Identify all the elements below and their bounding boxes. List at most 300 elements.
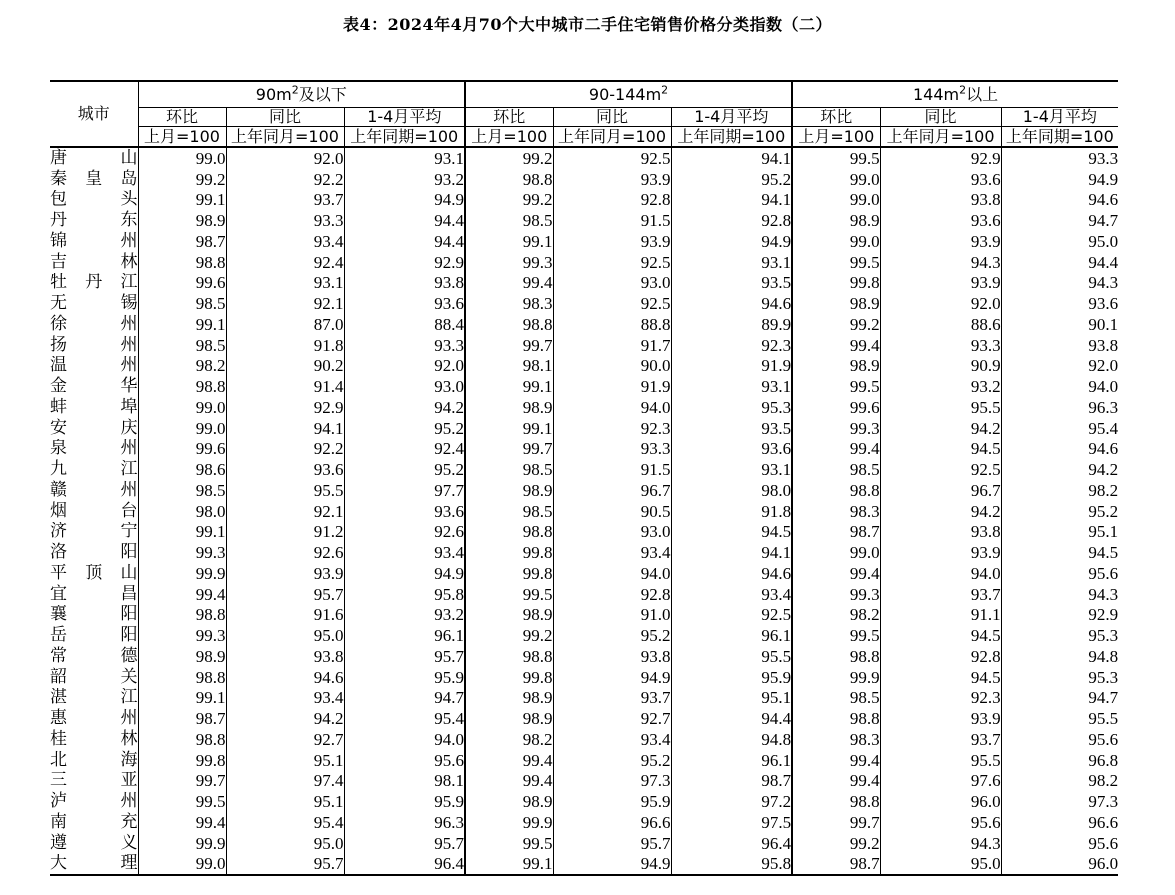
index-value: 94.6 (1001, 190, 1118, 211)
index-value: 94.9 (553, 854, 671, 876)
index-value: 99.9 (465, 812, 553, 833)
index-value: 98.8 (465, 314, 553, 335)
table-row (50, 293, 1118, 314)
index-value: 96.3 (1001, 397, 1118, 418)
subcol-mom: 环比 (465, 108, 553, 127)
index-value: 93.2 (880, 376, 1001, 397)
index-value: 92.9 (1001, 605, 1118, 626)
index-value: 97.3 (553, 771, 671, 792)
city-name: 岳阳 (50, 625, 138, 646)
index-value: 88.4 (344, 314, 465, 335)
index-value: 99.4 (792, 563, 880, 584)
table-row (50, 418, 1118, 439)
index-value: 99.0 (138, 147, 226, 169)
index-value: 95.6 (1001, 563, 1118, 584)
index-value: 99.1 (465, 854, 553, 876)
index-value: 98.9 (792, 210, 880, 231)
index-value: 98.7 (138, 708, 226, 729)
city-name: 大理 (50, 853, 138, 874)
index-value: 92.6 (344, 522, 465, 543)
index-value: 99.4 (792, 335, 880, 356)
index-value: 98.9 (792, 356, 880, 377)
index-value: 99.1 (465, 376, 553, 397)
index-value: 93.4 (553, 729, 671, 750)
index-value: 95.5 (226, 480, 344, 501)
table-row (50, 210, 1118, 231)
table-row (50, 376, 1118, 397)
index-value: 97.2 (671, 791, 792, 812)
index-value: 94.9 (671, 231, 792, 252)
index-value: 99.9 (792, 667, 880, 688)
index-value: 99.0 (792, 542, 880, 563)
index-value: 94.8 (1001, 646, 1118, 667)
table-row (50, 791, 1118, 812)
index-value: 99.9 (138, 833, 226, 854)
index-value: 99.9 (138, 563, 226, 584)
header-row-subcols (50, 108, 1118, 127)
index-value: 95.5 (671, 646, 792, 667)
index-value: 99.5 (465, 584, 553, 605)
city-name: 牡丹江 (50, 272, 138, 293)
city-name: 九江 (50, 459, 138, 480)
city-name: 赣州 (50, 480, 138, 500)
index-value: 92.6 (226, 542, 344, 563)
table-row (50, 252, 1118, 273)
index-value: 93.7 (553, 688, 671, 709)
index-value: 91.4 (226, 376, 344, 397)
index-value: 98.5 (465, 210, 553, 231)
index-value: 95.5 (880, 750, 1001, 771)
city-name: 吉林 (50, 251, 138, 272)
index-value: 93.9 (880, 273, 1001, 294)
index-value: 94.2 (344, 397, 465, 418)
index-value: 99.5 (792, 147, 880, 169)
index-value: 99.1 (138, 190, 226, 211)
index-value: 99.1 (465, 418, 553, 439)
index-value: 99.4 (465, 273, 553, 294)
index-value: 99.4 (465, 771, 553, 792)
index-value: 92.9 (880, 147, 1001, 169)
index-value: 99.4 (792, 439, 880, 460)
index-value: 95.7 (226, 584, 344, 605)
base-yoy: 上年同月=100 (553, 127, 671, 148)
table-row (50, 750, 1118, 771)
subcol-yoy: 同比 (226, 108, 344, 127)
base-avg: 上年同期=100 (1001, 127, 1118, 148)
index-value: 98.8 (138, 729, 226, 750)
table-row (50, 147, 1118, 169)
index-value: 90.5 (553, 501, 671, 522)
index-value: 95.0 (226, 833, 344, 854)
index-value: 95.9 (553, 791, 671, 812)
index-value: 92.2 (226, 169, 344, 190)
index-value: 93.6 (226, 459, 344, 480)
index-value: 99.3 (792, 418, 880, 439)
city-name: 洛阳 (50, 542, 138, 563)
table-row (50, 190, 1118, 211)
index-value: 98.3 (792, 501, 880, 522)
index-value: 98.5 (138, 293, 226, 314)
index-value: 92.3 (880, 688, 1001, 709)
table-row (50, 771, 1118, 792)
index-value: 98.9 (138, 646, 226, 667)
index-value: 94.7 (344, 688, 465, 709)
index-value: 95.2 (344, 459, 465, 480)
index-value: 92.0 (880, 293, 1001, 314)
index-value: 94.5 (880, 439, 1001, 460)
index-value: 93.9 (880, 708, 1001, 729)
subcol-yoy: 同比 (553, 108, 671, 127)
city-name: 韶关 (50, 666, 138, 687)
index-value: 92.5 (671, 605, 792, 626)
index-value: 92.8 (553, 190, 671, 211)
index-value: 96.1 (344, 625, 465, 646)
index-value: 99.2 (792, 833, 880, 854)
index-value: 93.3 (344, 335, 465, 356)
index-value: 93.4 (344, 542, 465, 563)
index-value: 98.5 (138, 480, 226, 501)
index-value: 93.4 (226, 688, 344, 709)
index-value: 94.3 (880, 252, 1001, 273)
subcol-mom: 环比 (792, 108, 880, 127)
index-value: 98.8 (138, 376, 226, 397)
subcol-yoy: 同比 (880, 108, 1001, 127)
index-value: 99.6 (138, 439, 226, 460)
index-value: 95.3 (1001, 625, 1118, 646)
city-name: 宜昌 (50, 583, 138, 604)
index-value: 98.2 (792, 605, 880, 626)
table-row (50, 833, 1118, 854)
index-value: 95.5 (880, 397, 1001, 418)
base-avg: 上年同期=100 (671, 127, 792, 148)
header-row-bases (50, 127, 1118, 148)
index-value: 91.9 (671, 356, 792, 377)
index-value: 93.6 (344, 293, 465, 314)
base-mom: 上月=100 (138, 127, 226, 148)
table-row (50, 646, 1118, 667)
index-value: 98.1 (465, 356, 553, 377)
index-value: 98.8 (465, 522, 553, 543)
index-value: 94.5 (671, 522, 792, 543)
index-value: 93.1 (671, 376, 792, 397)
base-yoy: 上年同月=100 (880, 127, 1001, 148)
index-value: 98.9 (465, 397, 553, 418)
index-value: 93.4 (226, 231, 344, 252)
index-value: 95.3 (1001, 667, 1118, 688)
index-value: 99.4 (138, 584, 226, 605)
table-row (50, 729, 1118, 750)
index-value: 99.5 (138, 791, 226, 812)
index-value: 96.7 (880, 480, 1001, 501)
subcol-avg: 1-4月平均 (344, 108, 465, 127)
index-value: 95.0 (880, 854, 1001, 876)
index-value: 97.5 (671, 812, 792, 833)
index-value: 98.8 (792, 791, 880, 812)
index-value: 92.8 (553, 584, 671, 605)
index-value: 90.0 (553, 356, 671, 377)
index-value: 95.1 (226, 791, 344, 812)
base-mom: 上月=100 (465, 127, 553, 148)
index-value: 90.2 (226, 356, 344, 377)
index-value: 92.7 (553, 708, 671, 729)
index-value: 91.9 (553, 376, 671, 397)
index-value: 95.6 (344, 750, 465, 771)
index-value: 98.5 (792, 459, 880, 480)
index-value: 96.0 (1001, 854, 1118, 876)
index-value: 96.3 (344, 812, 465, 833)
index-value: 98.2 (138, 356, 226, 377)
index-value: 93.9 (553, 169, 671, 190)
index-value: 98.5 (792, 688, 880, 709)
header-row-groups (50, 81, 1118, 108)
index-value: 93.3 (880, 335, 1001, 356)
index-value: 98.5 (138, 335, 226, 356)
index-value: 92.0 (1001, 356, 1118, 377)
city-name: 蚌埠 (50, 397, 138, 417)
index-value: 95.6 (1001, 729, 1118, 750)
index-value: 94.2 (880, 501, 1001, 522)
index-value: 94.5 (1001, 542, 1118, 563)
index-value: 97.3 (1001, 791, 1118, 812)
index-value: 93.8 (1001, 335, 1118, 356)
index-value: 93.6 (880, 210, 1001, 231)
index-value: 99.1 (138, 522, 226, 543)
table-row (50, 854, 1118, 876)
index-value: 99.6 (138, 273, 226, 294)
index-value: 93.8 (880, 190, 1001, 211)
index-value: 94.2 (880, 418, 1001, 439)
city-name: 济宁 (50, 521, 138, 542)
index-value: 97.6 (880, 771, 1001, 792)
index-value: 99.3 (138, 542, 226, 563)
city-name: 烟台 (50, 500, 138, 521)
group-header-90: $90m^2$及以下 (138, 81, 465, 108)
index-value: 99.8 (792, 273, 880, 294)
index-value: 99.7 (792, 812, 880, 833)
index-value: 98.9 (465, 480, 553, 501)
index-value: 95.7 (344, 646, 465, 667)
index-value: 90.1 (1001, 314, 1118, 335)
index-value: 94.2 (226, 708, 344, 729)
index-value: 98.5 (465, 501, 553, 522)
index-value: 96.8 (1001, 750, 1118, 771)
city-name: 惠州 (50, 708, 138, 729)
index-value: 97.4 (226, 771, 344, 792)
index-value: 99.7 (465, 439, 553, 460)
index-value: 94.1 (226, 418, 344, 439)
index-value: 91.0 (553, 605, 671, 626)
index-value: 99.4 (792, 771, 880, 792)
group-header-90-144: $90-144m^2$ (465, 81, 792, 108)
index-value: 93.0 (553, 273, 671, 294)
base-mom: 上月=100 (792, 127, 880, 148)
index-value: 92.5 (553, 293, 671, 314)
index-value: 91.1 (880, 605, 1001, 626)
index-value: 95.2 (1001, 501, 1118, 522)
index-value: 91.5 (553, 459, 671, 480)
city-header: 城市 (50, 81, 138, 147)
index-value: 99.2 (792, 314, 880, 335)
subcol-avg: 1-4月平均 (671, 108, 792, 127)
index-value: 98.7 (792, 522, 880, 543)
city-name: 徐州 (50, 314, 138, 334)
index-value: 99.5 (465, 833, 553, 854)
index-value: 92.8 (880, 646, 1001, 667)
city-name: 遵义 (50, 832, 138, 853)
index-value: 93.3 (1001, 147, 1118, 169)
index-value: 90.9 (880, 356, 1001, 377)
table-row (50, 397, 1118, 418)
index-value: 94.6 (226, 667, 344, 688)
city-name: 无锡 (50, 293, 138, 314)
index-value: 98.9 (465, 688, 553, 709)
index-value: 99.0 (138, 854, 226, 876)
index-value: 93.6 (880, 169, 1001, 190)
index-value: 98.1 (344, 771, 465, 792)
index-value: 99.1 (465, 231, 553, 252)
index-value: 99.0 (138, 397, 226, 418)
index-value: 91.8 (226, 335, 344, 356)
index-value: 97.7 (344, 480, 465, 501)
index-value: 93.9 (880, 542, 1001, 563)
index-value: 98.0 (138, 501, 226, 522)
table-row (50, 584, 1118, 605)
index-value: 94.4 (344, 231, 465, 252)
table-row (50, 625, 1118, 646)
base-avg: 上年同期=100 (344, 127, 465, 148)
index-value: 94.6 (1001, 439, 1118, 460)
index-value: 98.8 (138, 667, 226, 688)
group-header-144: $144m^2$以上 (792, 81, 1118, 108)
index-value: 93.5 (671, 273, 792, 294)
index-value: 93.4 (553, 542, 671, 563)
index-value: 98.8 (792, 480, 880, 501)
index-value: 93.1 (671, 252, 792, 273)
table-row (50, 480, 1118, 501)
subcol-avg: 1-4月平均 (1001, 108, 1118, 127)
index-value: 96.6 (1001, 812, 1118, 833)
city-name: 泉州 (50, 438, 138, 459)
index-value: 98.2 (1001, 771, 1118, 792)
index-value: 95.8 (671, 854, 792, 876)
index-value: 91.2 (226, 522, 344, 543)
table-row (50, 812, 1118, 833)
index-value: 96.4 (344, 854, 465, 876)
city-name: 秦皇岛 (50, 168, 138, 189)
index-value: 99.2 (465, 625, 553, 646)
index-value: 94.1 (671, 190, 792, 211)
index-value: 95.0 (226, 625, 344, 646)
index-value: 93.0 (344, 376, 465, 397)
index-value: 95.7 (344, 833, 465, 854)
index-value: 94.9 (344, 190, 465, 211)
index-value: 98.9 (792, 293, 880, 314)
index-value: 98.8 (465, 646, 553, 667)
table-row (50, 273, 1118, 294)
index-value: 96.1 (671, 625, 792, 646)
index-value: 92.4 (226, 252, 344, 273)
index-value: 98.8 (792, 708, 880, 729)
index-value: 94.3 (1001, 584, 1118, 605)
index-value: 92.9 (226, 397, 344, 418)
index-value: 95.8 (344, 584, 465, 605)
index-value: 94.3 (1001, 273, 1118, 294)
index-value: 98.2 (465, 729, 553, 750)
index-value: 94.7 (1001, 688, 1118, 709)
index-value: 99.5 (792, 376, 880, 397)
index-value: 94.5 (880, 625, 1001, 646)
index-value: 99.3 (792, 584, 880, 605)
index-value: 95.2 (553, 750, 671, 771)
index-value: 98.7 (792, 854, 880, 876)
table-row (50, 522, 1118, 543)
index-value: 95.4 (1001, 418, 1118, 439)
index-value: 99.3 (138, 625, 226, 646)
base-yoy: 上年同月=100 (226, 127, 344, 148)
index-value: 93.1 (344, 147, 465, 169)
index-value: 98.9 (465, 605, 553, 626)
city-name: 锦州 (50, 231, 138, 251)
index-value: 98.6 (138, 459, 226, 480)
index-value: 92.3 (553, 418, 671, 439)
index-value: 92.0 (226, 147, 344, 169)
index-value: 94.1 (671, 147, 792, 169)
index-value: 94.4 (1001, 252, 1118, 273)
table-row (50, 169, 1118, 190)
index-value: 94.9 (344, 563, 465, 584)
index-value: 95.4 (344, 708, 465, 729)
table-row (50, 439, 1118, 460)
index-value: 96.1 (671, 750, 792, 771)
index-value: 98.9 (465, 708, 553, 729)
city-name: 温州 (50, 355, 138, 376)
index-value: 91.5 (553, 210, 671, 231)
index-value: 99.1 (138, 688, 226, 709)
index-value: 95.1 (671, 688, 792, 709)
index-value: 93.3 (226, 210, 344, 231)
city-name: 唐山 (50, 147, 138, 168)
index-value: 92.5 (553, 252, 671, 273)
table-row (50, 314, 1118, 335)
city-name: 包头 (50, 189, 138, 210)
index-value: 98.0 (671, 480, 792, 501)
index-value: 99.1 (138, 314, 226, 335)
index-value: 93.0 (553, 522, 671, 543)
index-value: 93.9 (553, 231, 671, 252)
index-value: 99.4 (138, 812, 226, 833)
index-value: 89.9 (671, 314, 792, 335)
index-value: 91.7 (553, 335, 671, 356)
city-name: 襄阳 (50, 604, 138, 625)
city-name: 湛江 (50, 687, 138, 708)
index-value: 95.6 (880, 812, 1001, 833)
index-value: 94.0 (553, 397, 671, 418)
index-value: 94.6 (671, 563, 792, 584)
index-value: 95.2 (344, 418, 465, 439)
index-value: 94.9 (1001, 169, 1118, 190)
index-value: 92.5 (880, 459, 1001, 480)
index-value: 99.2 (465, 190, 553, 211)
index-value: 99.2 (465, 147, 553, 169)
city-name: 泸州 (50, 791, 138, 812)
index-value: 99.4 (792, 750, 880, 771)
index-value: 94.4 (344, 210, 465, 231)
index-value: 95.6 (1001, 833, 1118, 854)
price-index-table (50, 80, 1118, 876)
table-row (50, 356, 1118, 377)
index-value: 91.8 (671, 501, 792, 522)
index-value: 96.6 (553, 812, 671, 833)
